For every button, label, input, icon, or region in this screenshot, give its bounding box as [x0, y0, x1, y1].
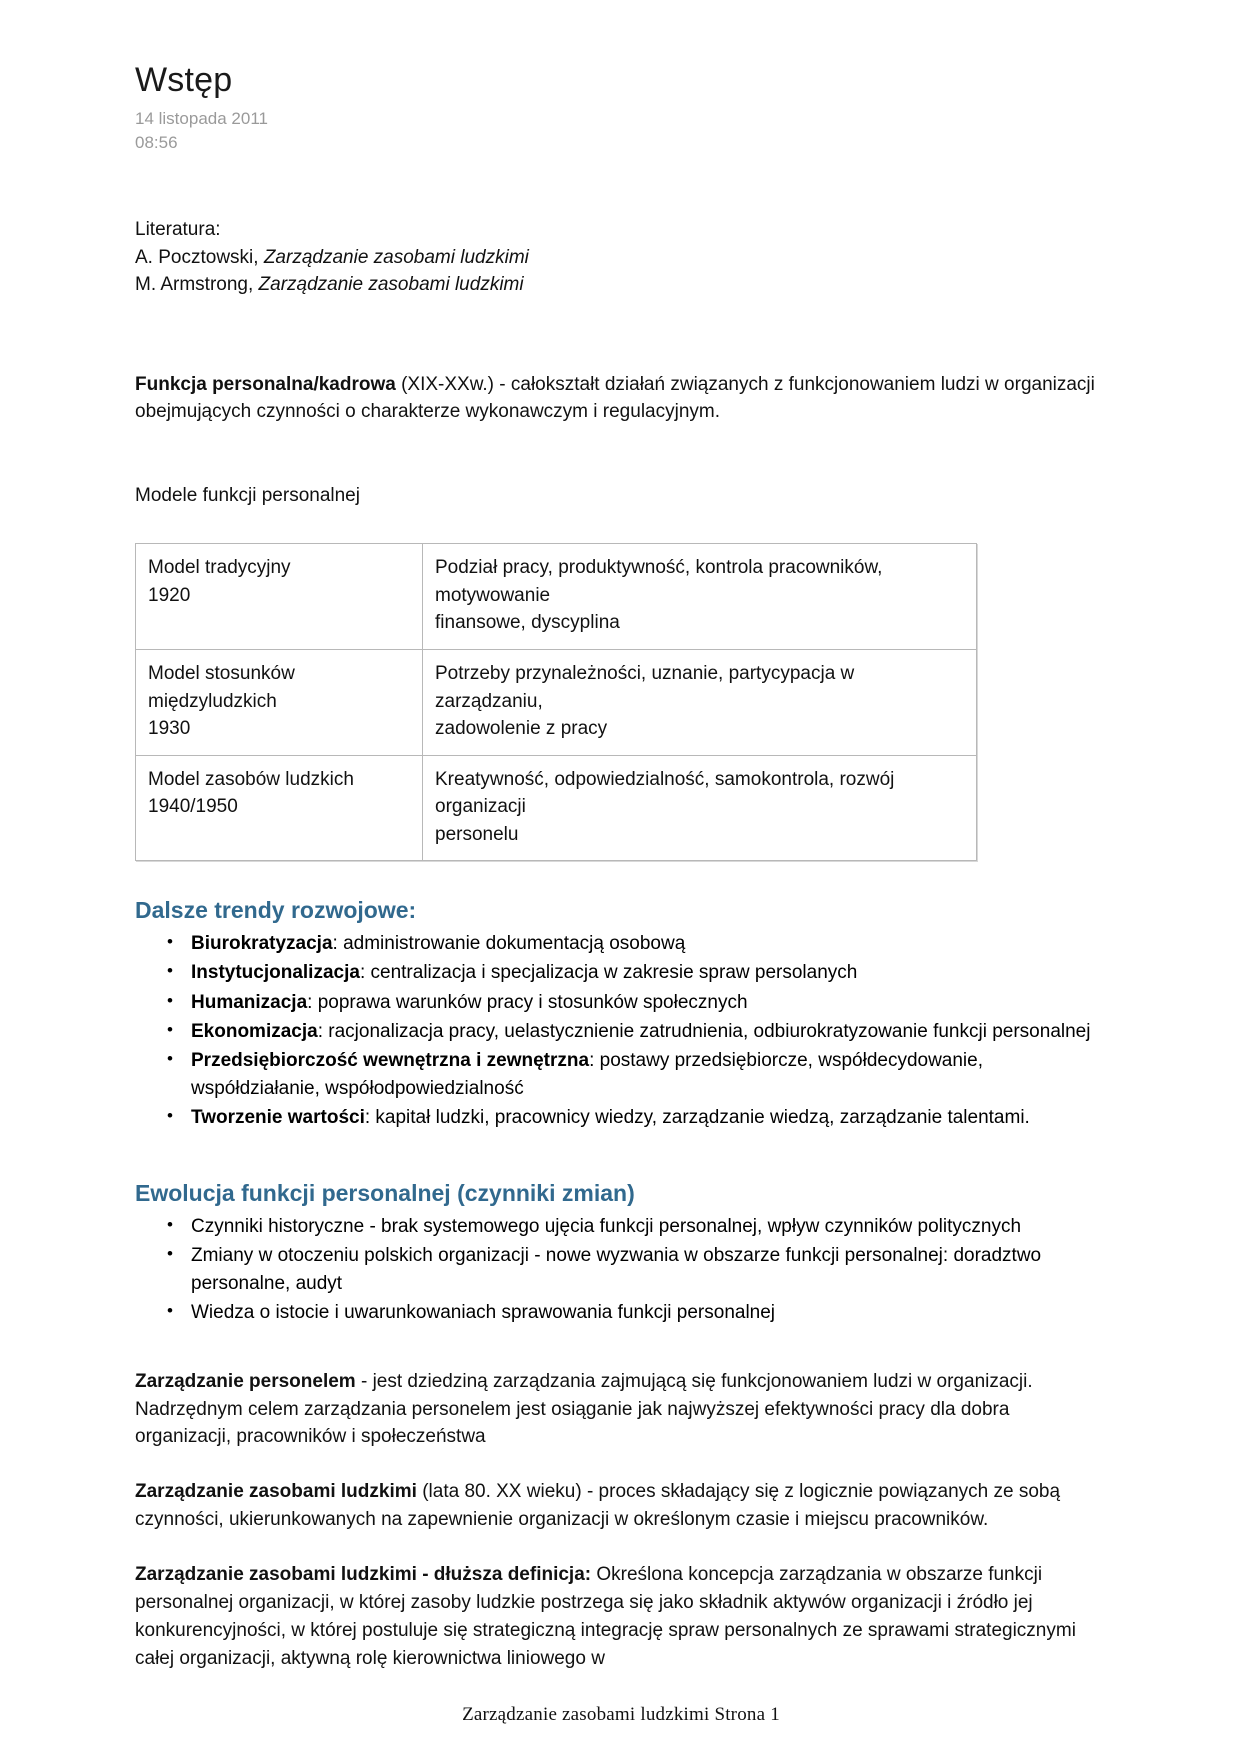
- list-item-text: : postawy przedsiębiorcze, współdecydowanie, współdziałanie, współodpowiedzialność: [191, 1049, 984, 1099]
- literature-author: M. Armstrong,: [135, 274, 259, 296]
- definition-text: (XIX-XXw.) - całokształt działań związanych z funkcjonowaniem ludzi w organizacji obejmujących czynności o charakterze wykonawczym i regulacyjnym.: [135, 373, 1095, 423]
- literature-block: [135, 216, 1107, 299]
- table-row: [136, 650, 977, 756]
- list-item-term: Humanizacja: [191, 991, 308, 1013]
- paragraph-term: Zarządzanie zasobami ludzkimi - dłuższa definicja:: [135, 1564, 592, 1586]
- list-item: [189, 1104, 1107, 1132]
- paragraph-text: (lata 80. XX wieku) - proces składający się z logicznie powiązanych ze sobą czynności, ukierunkowanych na zapewnienie organizacji w określonym czasie i miejscu pracowników.: [135, 1481, 1061, 1531]
- cell-line: Kreatywność, odpowiedzialność, samokontrola, rozwój organizacji: [435, 768, 895, 818]
- table-cell-model-desc: [423, 755, 977, 861]
- list-item-term: Ekonomizacja: [191, 1020, 318, 1042]
- page-title: Wstęp: [135, 61, 233, 99]
- table-row: [136, 544, 977, 650]
- section-heading-evolution: Ewolucja funkcji personalnej (czynniki zmian): [135, 1180, 635, 1207]
- list-item: [189, 1213, 1107, 1241]
- paragraph-text: - jest dziedziną zarządzania zajmującą się funkcjonowaniem ludzi w organizacji. Nadrzędnym celem zarządzania personelem jest osiąganie jak najwyższej efektywności pracy dla dobra organizacji, pracowników i społeczeństwa: [135, 1370, 1033, 1448]
- cell-line: zadowolenie z pracy: [435, 718, 608, 740]
- list-item-text: : racjonalizacja pracy, uelastycznienie zatrudnienia, odbiurokratyzowanie funkcji personalnej: [317, 1020, 1091, 1042]
- cell-line: finansowe, dyscyplina: [435, 612, 620, 634]
- list-item-text: : kapitał ludzki, pracownicy wiedzy, zarządzanie wiedzą, zarządzanie talentami.: [364, 1106, 1030, 1128]
- literature-author: A. Pocztowski,: [135, 246, 264, 268]
- table-cell-model-name: [136, 755, 423, 861]
- paragraph-term: Zarządzanie zasobami ludzkimi: [135, 1481, 417, 1503]
- meta-date: 14 listopada 2011: [135, 108, 268, 128]
- literature-label: Literatura:: [135, 219, 221, 241]
- definition-term: Funkcja personalna/kadrowa: [135, 373, 396, 395]
- list-item: [189, 1047, 1107, 1103]
- table-cell-model-name: [136, 544, 423, 650]
- cell-line: Podział pracy, produktywność, kontrola pracowników, motywowanie: [435, 557, 883, 606]
- cell-line: 1940/1950: [148, 796, 238, 818]
- table-cell-model-name: [136, 650, 423, 756]
- cell-line: Model stosunków: [148, 663, 295, 684]
- literature-entry: [135, 271, 1107, 299]
- list-item-term: Instytucjonalizacja: [191, 962, 360, 984]
- definitions-block: [135, 1368, 1107, 1673]
- cell-line: personelu: [435, 823, 519, 845]
- models-table: [135, 543, 977, 861]
- paragraph-text: Określona koncepcja zarządzania w obszarze funkcji personalnej organizacji, w której zasoby ludzkie postrzega się jako składnik aktywów organizacji i źródło jej konkurencyjności, w której postuluje się strategiczną integrację spraw personalnych ze sprawami strategicznymi całej organizacji, aktywną rolę kierownictwa liniowego w: [135, 1564, 1076, 1669]
- evolution-list: [135, 1213, 1107, 1327]
- table-cell-model-desc: [423, 544, 977, 650]
- paragraph: [135, 1561, 1107, 1673]
- paragraph-term: Zarządzanie personelem: [135, 1370, 356, 1392]
- cell-line: Model zasobów ludzkich: [148, 768, 354, 790]
- cell-line: 1920: [148, 584, 191, 606]
- list-item-term: Przedsiębiorczość wewnętrzna i zewnętrzna: [191, 1049, 590, 1071]
- paragraph: [135, 1368, 1107, 1452]
- cell-line: Model tradycyjny: [148, 557, 291, 579]
- literature-work: Zarządzanie zasobami ludzkimi: [258, 274, 524, 296]
- list-item: [189, 1299, 1107, 1327]
- definition-intro: [135, 371, 1107, 426]
- page-meta: [135, 107, 1107, 156]
- list-item: [189, 1018, 1107, 1046]
- list-item: [189, 1242, 1107, 1298]
- list-item: [189, 989, 1107, 1017]
- list-item-text: Czynniki historyczne - brak systemowego ujęcia funkcji personalnej, wpływ czynników politycznych: [191, 1216, 1022, 1238]
- list-item: [189, 930, 1107, 958]
- models-label: Modele funkcji personalnej: [135, 484, 360, 506]
- cell-line: 1930: [148, 718, 191, 740]
- list-item-text: Wiedza o istocie i uwarunkowaniach sprawowania funkcji personalnej: [191, 1302, 776, 1324]
- section-heading-trends: Dalsze trendy rozwojowe:: [135, 897, 417, 924]
- cell-line: Potrzeby przynależności, uznanie, partycypacja w zarządzaniu,: [435, 663, 855, 712]
- list-item: [189, 959, 1107, 987]
- page-header: [135, 60, 1107, 156]
- list-item-text: : centralizacja i specjalizacja w zakresie spraw persolanych: [359, 962, 858, 984]
- table-row: [136, 755, 977, 861]
- trends-list: [135, 930, 1107, 1132]
- paragraph: [135, 1478, 1107, 1534]
- cell-line: międzyludzkich: [148, 690, 277, 712]
- list-item-term: Tworzenie wartości: [191, 1106, 365, 1128]
- list-item-term: Biurokratyzacja: [191, 933, 333, 955]
- meta-time: 08:56: [135, 133, 178, 153]
- table-cell-model-desc: [423, 650, 977, 756]
- list-item-text: : poprawa warunków pracy i stosunków społecznych: [307, 991, 748, 1013]
- literature-work: Zarządzanie zasobami ludzkimi: [263, 246, 529, 268]
- page-footer: Zarządzanie zasobami ludzkimi Strona 1: [462, 1704, 780, 1725]
- list-item-text: : administrowanie dokumentacją osobową: [332, 933, 686, 955]
- list-item-text: Zmiany w otoczeniu polskich organizacji - nowe wyzwania w obszarze funkcji personalnej: doradztwo personalne, audyt: [191, 1245, 1042, 1295]
- literature-entry: [135, 244, 1107, 272]
